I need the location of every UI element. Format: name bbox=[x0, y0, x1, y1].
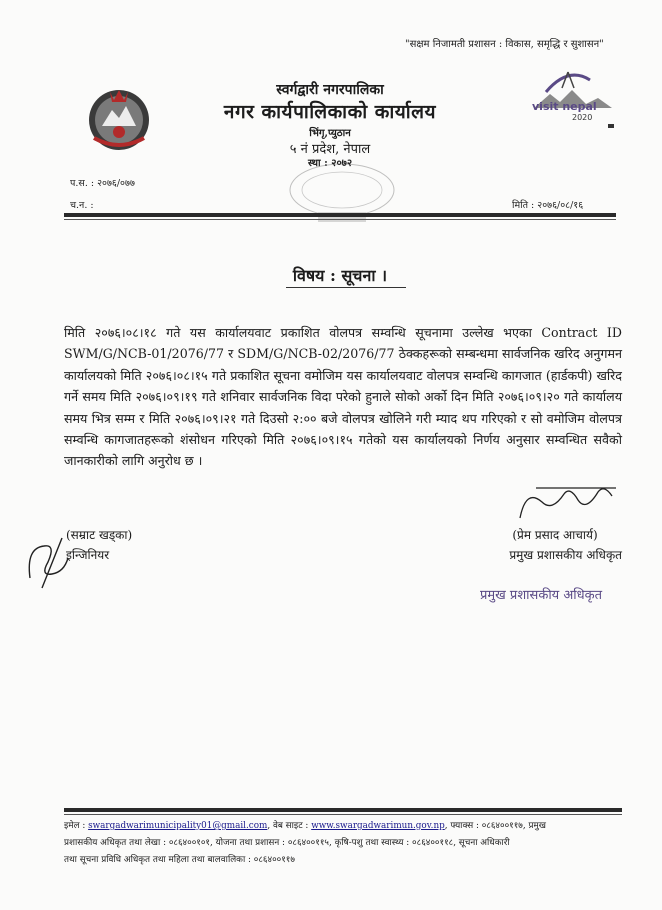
header-divider-thin bbox=[64, 219, 616, 220]
established-year: स्था : २०७२ bbox=[307, 158, 353, 169]
signatory-left bbox=[66, 525, 132, 565]
right-signatory-title: प्रमुख प्रशासकीय अधिकृत bbox=[509, 548, 622, 562]
subject-underline bbox=[286, 287, 406, 288]
footer-contact: इमेल : swargadwarimunicipality01@gmail.com, वेब साइट : www.swargadwarimun.gov.np, फ्याक्स : ०८६४००११७, प्रमुख प्रशासकीय अधिकृत तथा लेखा : ०८६४००१०१, योजना तथा प्रशासन : ०८६४००११५, कृषि-पशु तथा स्वास्थ्य : ०८६४००११८, सूचना अधिकारी तथा सूचना प्रविधि अधिकृत तथा महिला तथा बालवालिका : ०८६४००११७ bbox=[64, 818, 626, 869]
footer-info-line: तथा सूचना प्रविधि अधिकृत तथा महिला तथा बालवालिका : ०८६४००११७ bbox=[64, 855, 295, 865]
fax-info: फ्याक्स : ०८६४००११७, प्रमुख bbox=[450, 821, 546, 831]
email-link[interactable]: swargadwarimunicipality01@gmail.com bbox=[88, 821, 268, 831]
chalani-number: च.न. : bbox=[70, 200, 94, 211]
left-signatory-title: इन्जिनियर bbox=[66, 548, 110, 562]
visit-nepal-logo-icon bbox=[528, 62, 618, 132]
header-divider bbox=[64, 213, 616, 217]
tagline: "सक्षम निजामती प्रशासन : विकास, समृद्धि र सुशासन" bbox=[405, 39, 604, 50]
signatory-right bbox=[488, 525, 622, 565]
letter-date: मिति : २०७६/०८/१६ bbox=[512, 200, 584, 211]
office-name: नगर कार्यपालिकाको कार्यालय bbox=[223, 101, 437, 123]
designation-stamp: प्रमुख प्रशासकीय अधिकृत bbox=[480, 588, 603, 603]
municipality-name: स्वर्गद्वारी नगरपालिका bbox=[276, 82, 384, 98]
footer-divider bbox=[64, 808, 622, 812]
province-country: ५ नं प्रदेश, नेपाल bbox=[289, 142, 371, 157]
visit-nepal-text: visit nepal bbox=[532, 100, 597, 113]
right-signature-icon bbox=[512, 478, 632, 528]
footer-phone-line: प्रशासकीय अधिकृत तथा लेखा : ०८६४००१०१, योजना तथा प्रशासन : ०८६४००११५, कृषि-पशु तथा स्वास्थ्य : ०८६४००११८, सूचना अधिकारी bbox=[64, 838, 510, 848]
right-signatory-name: (प्रेम प्रसाद आचार्य) bbox=[512, 528, 598, 542]
website-link[interactable]: www.swargadwarimun.gov.np bbox=[311, 821, 445, 831]
visit-nepal-year: 2020 bbox=[572, 113, 593, 122]
subject-heading: विषय : सूचना । bbox=[292, 266, 388, 285]
nepal-emblem-icon bbox=[84, 82, 154, 152]
patra-sankhya: प.स. : २०७६/०७७ bbox=[70, 178, 135, 189]
office-location: भिंगृ,प्युठान bbox=[309, 128, 351, 139]
left-signatory-name: (सम्राट खड्का) bbox=[66, 528, 133, 542]
notice-body: मिति २०७६।०८।१८ गते यस कार्यालयवाट प्रकाशित वोलपत्र सम्वन्धि सूचनामा उल्लेख भएका Contract ID SWM/G/NCB-01/2076/77 र SDM/G/NCB-02/2076/77 ठेक्कहरूको सम्बन्धमा सार्वजनिक खरिद अनुगमन कार्यालयको मिति २०७६।०८।१५ गते प्रकाशित सूचना वमोजिम यस कार्यालयवाट वोलपत्र सम्वन्धि कागजात (हार्डकपी) खरिद गर्ने समय मिति २०७६।०९।१९ गते शनिवार सार्वजनिक विदा परेको हुनाले सोको अर्को दिन मिति २०७६।०९।२० गते कार्यालय समय भित्र सम्म र मिति २०७६।०९।२१ गते दिउसो २:०० बजे वोलपत्र खोलिने गरी म्याद थप गरिएको र सो वमोजिम वोलपत्र सम्वन्धि कागजातहरूको शंसोधन गरिएको मिति २०७६।०९।१५ गतेको यस कार्यालयको निर्णय अनुसार सम्वन्धित सवैको जानकारीको लागि अनुरोध छ । bbox=[64, 325, 622, 469]
website-label: वेब साइट : bbox=[272, 821, 309, 831]
email-label: इमेल : bbox=[64, 821, 86, 831]
footer-divider-thin bbox=[64, 814, 622, 815]
